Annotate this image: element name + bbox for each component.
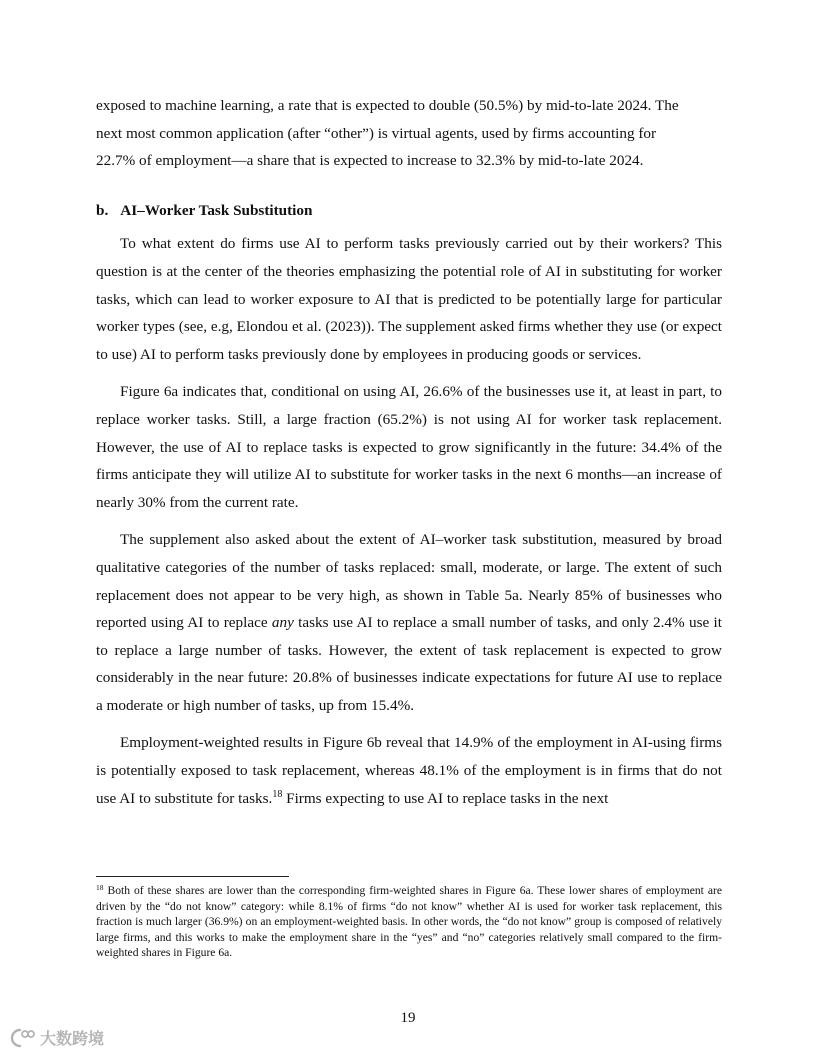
footnote-text: Both of these shares are lower than the corresponding firm-weighted shares in Figure 6a. These lower shares of employment are driven by the “do not know” category: while 8.1% of firms “do not know” whether AI is used for worker task replacement, this fraction is much larger (36.9%) on an employment-weighted basis. In other words, the “do not know” group is composed of relatively large firms, and this works to make the employment share in the “yes” and “no” categories relatively small compared to the firm-weighted shares in Figure 6a. [96, 884, 722, 960]
footnote-18 [96, 883, 722, 961]
section-number: b. [96, 201, 109, 219]
watermark [8, 1026, 104, 1049]
watermark-text: 大数跨境 [40, 1029, 105, 1048]
paragraph-4-text-b: Firms expecting to use AI to replace tasks in the next [282, 789, 609, 807]
footnote-divider [96, 876, 289, 877]
paragraph-1: To what extent do firms use AI to perform tasks previously carried out by their workers? This question is at the center of the theories emphasizing the potential role of AI in substituting for worker tasks, which can lead to worker exposure to AI that is predicted to be potentially large for particular worker types (see, e.g, Elondou et al. (2023)). The supplement asked firms whether they use (or expect to use) AI to perform tasks previously done by employees in producing goods or services. [96, 235, 722, 363]
intro-line-1: exposed to machine learning, a rate that is expected to double (50.5%) by mid-to-late 2024. The [96, 97, 679, 114]
watermark-logo-icon [8, 1027, 36, 1049]
section-heading [96, 197, 722, 225]
page-body [96, 92, 722, 822]
section-title: AI–Worker Task Substitution [120, 201, 313, 219]
paragraph-3-text-b: tasks use AI to replace a small number of tasks, and only 2.4% use it to replace a large number of tasks. However, the extent of task replacement is expected to grow considerably in the near future: 20.8% of businesses indicate expectations for future AI use to replace a moderate or high number of tasks, up from 15.4%. [96, 614, 722, 714]
intro-line-3: 22.7% of employment—a share that is expected to increase to 32.3% by mid-to-late 2024. [96, 152, 644, 170]
page-number: 19 [400, 1010, 416, 1026]
paragraph-3-text-a: The supplement also asked about the extent of AI–worker task substitution, measured by broad qualitative categories of the number of tasks replaced: small, moderate, or large. The extent of such replacement does not appear to be very high, as shown in Table 5a. Nearly 85% of businesses who reported using AI to replace [96, 531, 722, 632]
paragraph-4 [96, 729, 722, 812]
intro-line-2: next most common application (after “other”) is virtual agents, used by firms accounting for [96, 124, 657, 142]
paragraph-2: Figure 6a indicates that, conditional on using AI, 26.6% of the businesses use it, at least in part, to replace worker tasks. Still, a large fraction (65.2%) is not using AI for worker task replacement. However, the use of AI to replace tasks is expected to grow significantly in the future: 34.4% of the firms anticipate they will utilize AI to substitute for worker tasks in the next 6 months—an increase of nearly 30% from the current rate. [96, 383, 722, 511]
footnote-marker: 18 [96, 883, 104, 892]
paragraph-4-text-a: Employment-weighted results in Figure 6b reveal that 14.9% of the employment in AI-using firms is potentially exposed to task replacement, whereas 48.1% of the employment is in firms that do not use AI to substitute for tasks. [96, 734, 722, 807]
paragraph-3 [96, 526, 722, 719]
intro-paragraph [96, 92, 722, 175]
emphasis-any: any [271, 614, 294, 632]
footnote-reference-18[interactable]: 18 [272, 788, 283, 800]
